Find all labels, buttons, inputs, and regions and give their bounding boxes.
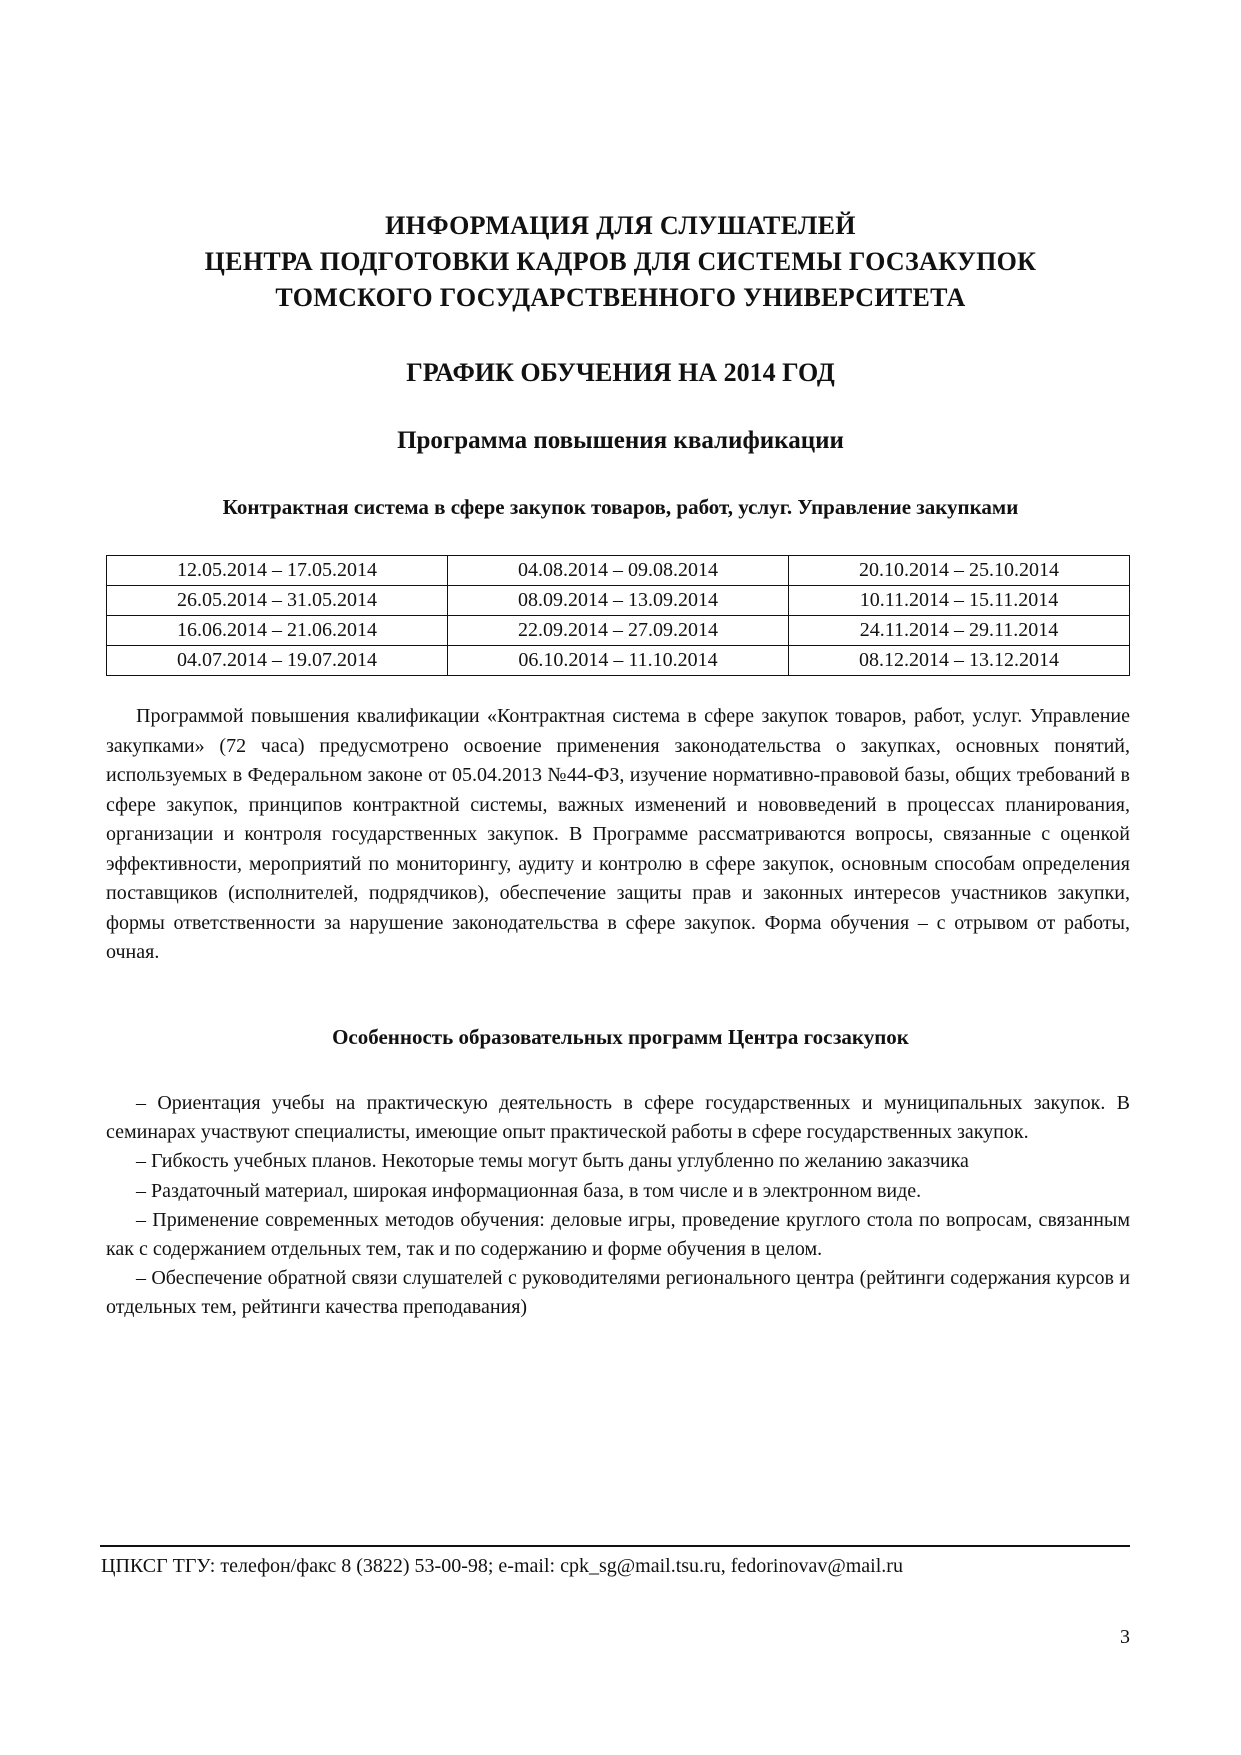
document-heading (0, 208, 1241, 316)
date-range-cell: 04.07.2014 – 19.07.2014 (107, 646, 448, 676)
heading-line: ТОМСКОГО ГОСУДАРСТВЕННОГО УНИВЕРСИТЕТА (275, 283, 966, 312)
date-range-cell: 26.05.2014 – 31.05.2014 (107, 586, 448, 616)
features-list (106, 1089, 1130, 1323)
heading-line: ЦЕНТРА ПОДГОТОВКИ КАДРОВ ДЛЯ СИСТЕМЫ ГОСЗАКУПОК (204, 247, 1037, 276)
date-range-cell: 10.11.2014 – 15.11.2014 (789, 586, 1130, 616)
date-range-cell: 08.09.2014 – 13.09.2014 (448, 586, 789, 616)
program-name-title: Контрактная система в сфере закупок товаров, работ, услуг. Управление закупками (222, 495, 1019, 519)
date-range-cell: 24.11.2014 – 29.11.2014 (789, 616, 1130, 646)
list-item: – Обеспечение обратной связи слушателей с руководителями регионального центра (рейтинги содержания курсов и отдельных тем, рейтинги качества преподавания) (106, 1267, 1130, 1319)
table-row (107, 556, 1130, 586)
table-row (107, 616, 1130, 646)
footer-divider (100, 1545, 1130, 1547)
list-item: – Ориентация учебы на практическую деятельность в сфере государственных и муниципальных закупок. В семинарах участвуют специалисты, имеющие опыт практической работы в сфере государственных закупок. (106, 1092, 1130, 1144)
features-title: Особенность образовательных программ Центра госзакупок (332, 1025, 909, 1049)
date-range-cell: 22.09.2014 – 27.09.2014 (448, 616, 789, 646)
list-item: – Применение современных методов обучения: деловые игры, проведение круглого стола по вопросам, связанным как с содержанием отдельных тем, так и по содержанию и форме обучения в целом. (106, 1208, 1130, 1261)
heading-line: ИНФОРМАЦИЯ ДЛЯ СЛУШАТЕЛЕЙ (385, 211, 856, 240)
schedule-title: ГРАФИК ОБУЧЕНИЯ НА 2014 ГОД (406, 358, 835, 387)
list-item: – Гибкость учебных планов. Некоторые темы могут быть даны углубленно по желанию заказчика (136, 1150, 969, 1173)
table-row (107, 646, 1130, 676)
footer-contacts: ЦПКСГ ТГУ: телефон/факс 8 (3822) 53-00-98; e-mail: cpk_sg@mail.tsu.ru, fedorinovav@mail.ru (101, 1555, 903, 1577)
date-range-cell: 16.06.2014 – 21.06.2014 (107, 616, 448, 646)
table-row (107, 586, 1130, 616)
program-description: Программой повышения квалификации «Контрактная система в сфере закупок товаров, работ, услуг. Управление закупками» (72 часа) предусмотрено освоение применения законодательства о закупках, основных понятий, используемых в Федеральном законе от 05.04.2013 №44-ФЗ, изучение нормативно-правовой базы, общих требований в сфере закупок, принципов контрактной системы, важных изменений и нововведений в процессах планирования, организации и контроля государственных закупок. В Программе рассматриваются вопросы, связанные с оценкой эффективности, мероприятий по мониторингу, аудиту и контролю в сфере закупок, основным способам определения поставщиков (исполнителей, подрядчиков), обеспечение защиты прав и законных интересов участников закупки, формы ответственности за нарушение законодательства в сфере закупок. Форма обучения – с отрывом от работы, очная. (106, 705, 1130, 963)
date-range-cell: 08.12.2014 – 13.12.2014 (789, 646, 1130, 676)
schedule-dates-table (106, 555, 1130, 676)
date-range-cell: 12.05.2014 – 17.05.2014 (107, 556, 448, 586)
list-item: – Раздаточный материал, широкая информационная база, в том числе и в электронном виде. (136, 1179, 922, 1202)
date-range-cell: 04.08.2014 – 09.08.2014 (448, 556, 789, 586)
date-range-cell: 20.10.2014 – 25.10.2014 (789, 556, 1130, 586)
page-number: 3 (1120, 1626, 1130, 1648)
date-range-cell: 06.10.2014 – 11.10.2014 (448, 646, 789, 676)
program-type-title: Программа повышения квалификации (397, 427, 844, 454)
